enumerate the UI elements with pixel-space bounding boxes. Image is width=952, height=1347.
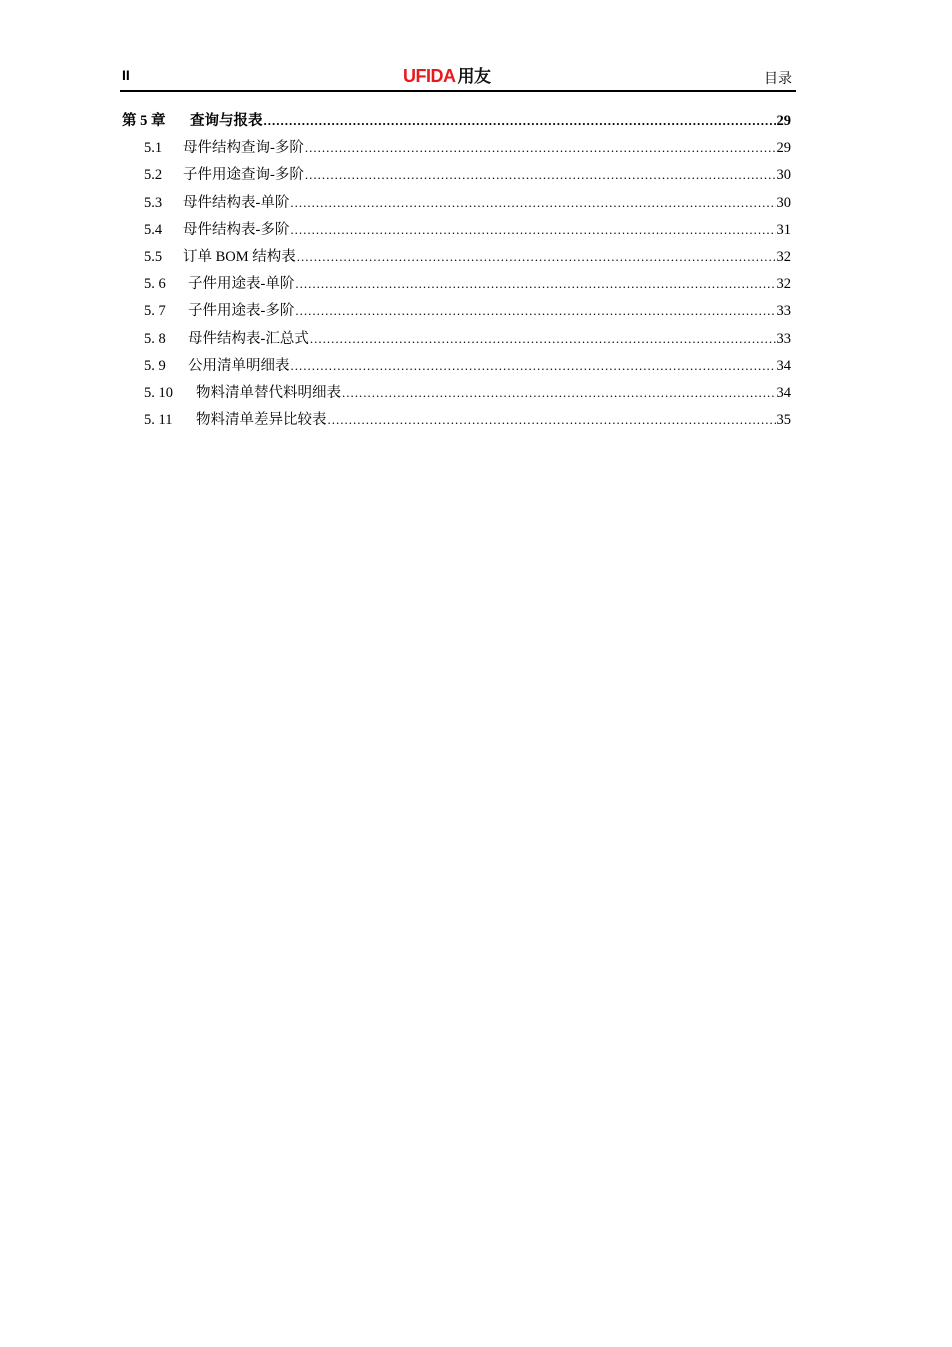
logo-brand-cn: 用友 — [457, 67, 491, 86]
toc-item-title: 子件用途查询-多阶 — [183, 167, 304, 184]
toc-leader — [295, 303, 775, 319]
toc-item-number: 5. 10 — [144, 384, 173, 401]
toc-leader — [295, 276, 775, 292]
toc-item-number: 5. 6 — [144, 276, 166, 293]
toc-item-5-5[interactable] — [120, 245, 791, 272]
toc-item-5-9[interactable] — [120, 354, 791, 381]
toc-item-page: 33 — [776, 330, 791, 347]
toc-item-number: 5.4 — [144, 221, 163, 238]
toc-item-title: 母件结构表-汇总式 — [188, 330, 309, 347]
toc-chapter-title: 查询与报表 — [190, 113, 263, 129]
toc-item-5-11[interactable] — [120, 408, 791, 435]
toc-item-title: 母件结构表-多阶 — [183, 221, 290, 238]
toc-item-title: 母件结构查询-多阶 — [183, 140, 304, 157]
toc-item-number: 5. 7 — [144, 303, 166, 320]
toc-chapter-page: 29 — [776, 113, 791, 129]
toc-item-title: 公用清单明细表 — [188, 357, 290, 374]
toc-chapter-5[interactable] — [120, 109, 791, 136]
toc-item-number: 5.3 — [144, 194, 163, 211]
toc-item-page: 35 — [776, 412, 791, 429]
toc-leader — [290, 222, 775, 238]
toc-item-title: 母件结构表-单阶 — [183, 194, 290, 211]
toc-item-page: 33 — [776, 303, 791, 320]
toc-item-5-6[interactable] — [120, 272, 791, 299]
toc-item-page: 29 — [776, 140, 791, 157]
toc-item-page: 34 — [776, 384, 791, 401]
toc-item-number: 5.5 — [144, 248, 163, 265]
toc-item-page: 30 — [776, 194, 791, 211]
toc-item-page: 30 — [776, 167, 791, 184]
toc-item-page: 34 — [776, 357, 791, 374]
toc-item-title: 物料清单差异比较表 — [196, 412, 327, 429]
toc-item-5-3[interactable] — [120, 191, 791, 218]
toc-item-5-2[interactable] — [120, 163, 791, 190]
table-of-contents — [120, 109, 791, 435]
toc-item-number: 5. 8 — [144, 330, 166, 347]
page-header — [120, 60, 796, 92]
toc-leader — [310, 331, 776, 347]
toc-item-number: 5. 9 — [144, 357, 166, 374]
toc-item-number: 5.1 — [144, 140, 163, 157]
toc-item-title: 订单 BOM 结构表 — [183, 248, 296, 265]
toc-leader — [328, 412, 776, 428]
toc-item-page: 32 — [776, 276, 791, 293]
toc-item-page: 32 — [776, 248, 791, 265]
page-number: II — [122, 67, 130, 83]
toc-item-number: 5. 11 — [144, 412, 173, 429]
toc-item-5-4[interactable] — [120, 218, 791, 245]
toc-leader — [305, 167, 776, 183]
toc-leader — [291, 358, 776, 374]
logo-brand: UFIDA — [403, 66, 456, 86]
toc-item-5-10[interactable] — [120, 381, 791, 408]
section-title: 目录 — [764, 72, 792, 87]
toc-leader — [305, 140, 776, 156]
toc-item-number: 5.2 — [144, 167, 163, 184]
ufida-logo — [403, 62, 491, 87]
toc-leader — [297, 249, 776, 265]
toc-item-5-7[interactable] — [120, 299, 791, 326]
toc-leader — [290, 195, 775, 211]
toc-chapter-number: 第 5 章 — [122, 113, 166, 129]
toc-leader — [264, 113, 776, 129]
toc-item-page: 31 — [776, 221, 791, 238]
toc-item-title: 子件用途表-多阶 — [188, 303, 295, 320]
toc-item-title: 子件用途表-单阶 — [188, 276, 295, 293]
toc-item-5-1[interactable] — [120, 136, 791, 163]
toc-leader — [342, 385, 776, 401]
toc-item-title: 物料清单替代料明细表 — [196, 384, 341, 401]
toc-item-5-8[interactable] — [120, 327, 791, 354]
